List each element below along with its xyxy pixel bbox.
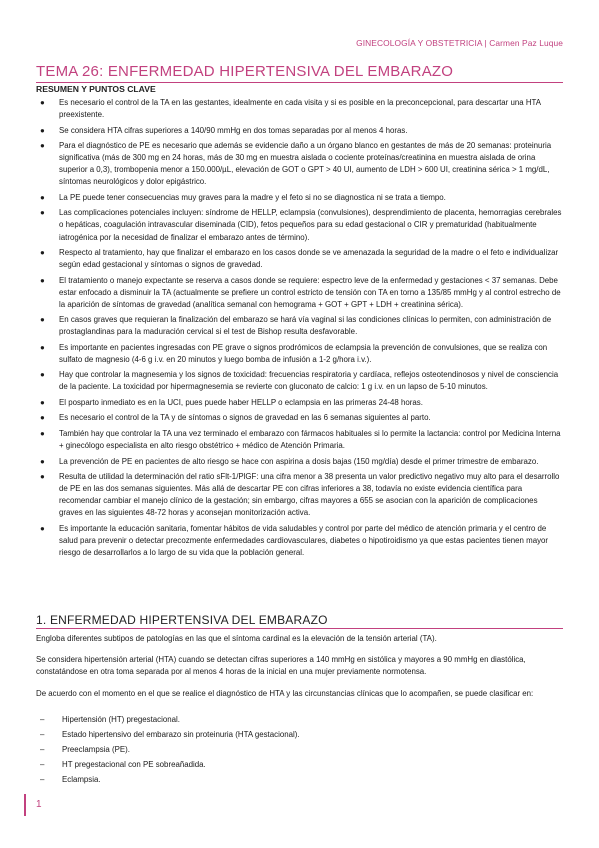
key-point [36,523,563,559]
key-point [36,192,563,204]
bullet-icon: ● [40,456,45,466]
key-point [36,247,563,271]
footer-accent-bar [24,794,26,816]
dash-icon: – [40,715,45,724]
section-paragraph: De acuerdo con el momento en el que se realice el diagnóstico de HTA y las circunstancias clínicas que lo acompañen, se puede clasificar en: [36,689,534,698]
classification-item [36,714,563,726]
key-point-text: Es importante en pacientes ingresadas con PE grave o signos prodrómicos de eclampsia la prevención de convulsiones, que se realiza con sulfato de magnesio (4-6 g i.v. en 20 minutos y luego bomba de infusión a 1-2 g/hora i.v.). [59,342,548,364]
bullet-icon: ● [40,125,45,135]
classification-item-text: Hipertensión (HT) pregestacional. [62,715,180,724]
key-point [36,342,563,366]
title-underline [36,82,563,83]
classification-list [36,714,563,789]
key-point [36,428,563,452]
running-header: GINECOLOGÍA Y OBSTETRICIA | Carmen Paz Luque [356,38,563,48]
classification-item-text: HT pregestacional con PE sobreañadida. [62,760,206,769]
key-points-list [36,97,563,562]
bullet-icon: ● [40,247,45,257]
key-point [36,369,563,393]
bullet-icon: ● [40,192,45,202]
bullet-icon: ● [40,413,45,423]
classification-item [36,774,563,786]
bullet-icon: ● [40,275,45,285]
key-point [36,207,563,243]
bullet-icon: ● [40,141,45,151]
key-point-text: Es importante la educación sanitaria, fomentar hábitos de vida saludables y control por parte del médico de atención primaria y el centro de salud para prevenir o detectar precozmente enfermedades cardiovasculares, diabetes o hipotiroidismo ya que estas pacientes tienen mayor riesgo de desarrollarlos a lo largo de su vida que la población general. [59,523,549,557]
key-point-text: La prevención de PE en pacientes de alto riesgo se hace con aspirina a dosis bajas (150 mg/día) desde el primer trimestre de embarazo. [59,456,539,466]
key-point-text: En casos graves que requieran la finalización del embarazo se hará vía vaginal si las condiciones clínicas lo permiten, con administración de prostaglandinas para la maduración cervical si el test de Bishop resulta desfavorable. [59,315,552,337]
key-point-text: Es necesario el control de la TA y de síntomas o signos de gravedad en las 6 semanas siguientes al parto. [59,413,431,423]
key-point-text: También hay que controlar la TA una vez terminado el embarazo con fármacos habituales si lo permite la lactancia: control por Medicina Interna + ginecólogo especialista en alto riesgo obstétrico + médico de Atención Primaria. [59,428,561,451]
key-point [36,412,563,424]
classification-item-text: Eclampsia. [62,775,101,784]
key-point [36,140,563,188]
dash-icon: – [40,760,45,769]
key-point-text: Respecto al tratamiento, hay que finalizar el embarazo en los casos donde se ve amenazada la seguridad de la madre o el feto e individualizar según edad gestacional y síntomas o signos de gravedad. [59,247,559,270]
section-underline [36,628,563,629]
classification-item [36,759,563,771]
section-heading: 1. ENFERMEDAD HIPERTENSIVA DEL EMBARAZO [36,613,328,627]
key-point-text: Es necesario el control de la TA en las gestantes, idealmente en cada visita y si es posible en la preconcepcional, para descartar una HTA preexistente. [59,98,541,120]
dash-icon: – [40,745,45,754]
key-point-text: La PE puede tener consecuencias muy graves para la madre y el feto si no se diagnostica ni se trata a tiempo. [59,192,446,202]
chapter-title: TEMA 26: ENFERMEDAD HIPERTENSIVA DEL EMBARAZO [36,63,454,80]
bullet-icon: ● [40,472,45,481]
key-point [36,456,563,468]
bullet-icon: ● [40,428,45,438]
classification-item-text: Estado hipertensivo del embarazo sin proteinuria (HTA gestacional). [62,730,300,739]
key-point-text: El tratamiento o manejo expectante se reserva a casos donde se requiere: espectro leve de la enfermedad y gestaciones < 37 semanas. Debe estar enfocado a disminuir la TA (actualmente se prefiere un control estricto de tensión con TA en torno a 135/85 mmHg y al control estrecho de la aparición de síntomas de gravedad (analítica semanal con hemograma + GOT + GPT + LDH + creatinina sérica). [59,275,561,309]
classification-item-text: Preeclampsia (PE). [62,745,130,754]
key-point-text: Las complicaciones potenciales incluyen: síndrome de HELLP, eclampsia (convulsiones), desprendimiento de placenta, hemorragias cerebrales o hepáticas, coagulación intravascular diseminada (CID), fetos pequeños para su edad gestacional o CIR y prematuridad (habitualmente iatrogénica por la necesidad de finalizar el embarazo antes de término). [59,208,562,242]
dash-icon: – [40,730,45,739]
classification-item [36,744,563,756]
bullet-icon: ● [40,523,45,533]
section-paragraph: Engloba diferentes subtipos de patologías en las que el síntoma cardinal es la elevación de la tensión arterial (TA). [36,634,437,643]
dash-icon: – [40,775,45,784]
bullet-icon: ● [40,397,45,407]
classification-item [36,729,563,741]
key-point [36,314,563,338]
key-point [36,397,563,409]
bullet-icon: ● [40,342,45,352]
bullet-icon: ● [40,315,45,325]
key-point-text: Se considera HTA cifras superiores a 140/90 mmHg en dos tomas separadas por al menos 4 horas. [59,125,408,135]
summary-heading: RESUMEN Y PUNTOS CLAVE [36,84,156,94]
section-paragraph: Se considera hipertensión arterial (HTA) cuando se detectan cifras superiores a 140 mmHg en sistólica y mayores a 90 mmHg en diastólica, constatándose en otra toma separada por al menos 4 horas de la inicial en una mujer previamente normotensa. [36,655,526,677]
key-point [36,125,563,137]
key-point [36,275,563,311]
key-point-text: Hay que controlar la magnesemia y los signos de toxicidad: frecuencias respiratoria y cardíaca, reflejos osteotendinosos y nivel de consciencia de la paciente. La toxicidad por hipermagnesemia se revierte con gluconato de calcio: 1 g i.v. en un lapso de 5-10 minutos. [59,370,559,392]
page-number: 1 [36,799,42,810]
bullet-icon: ● [40,208,45,218]
key-point [36,471,563,519]
key-point-text: Resulta de utilidad la determinación del ratio sFlt-1/PlGF: una cifra menor a 38 presenta un valor predictivo negativo muy alto para el desarrollo de PE en las dos semanas siguientes. Más allá de descartar PE con cifras inferiores a 38, todavía no existe evidencia científica para recomendar cambiar el manejo clínico de la gestación; sin embargo, cifras mayores a 655 se asocian con la aparición de complicaciones graves en las siguientes 48-72 horas y aconsejan monitorización activa. [59,472,560,518]
key-point-text: Para el diagnóstico de PE es necesario que además se evidencie daño a un órgano blanco en gestantes de más de 20 semanas: proteinuria significativa (más de 300 mg en 24 horas, más de 30 mg en muestra aislada o cociente proteínas/creatinina en muestra aislada de orina superior a 0,3), trombopenia menor a 150.000/µL, elevación de GOT o GPT > 40 UI, aumento de LDH > 600 UI, creatinina sérica > 1 mg/dL, síntomas neurológicos y dolor epigástrico. [59,141,552,187]
key-point-text: El posparto inmediato es en la UCI, pues puede haber HELLP o eclampsia en las primeras 24-48 horas. [59,397,423,407]
key-point [36,97,563,121]
bullet-icon: ● [40,98,45,107]
bullet-icon: ● [40,370,45,380]
